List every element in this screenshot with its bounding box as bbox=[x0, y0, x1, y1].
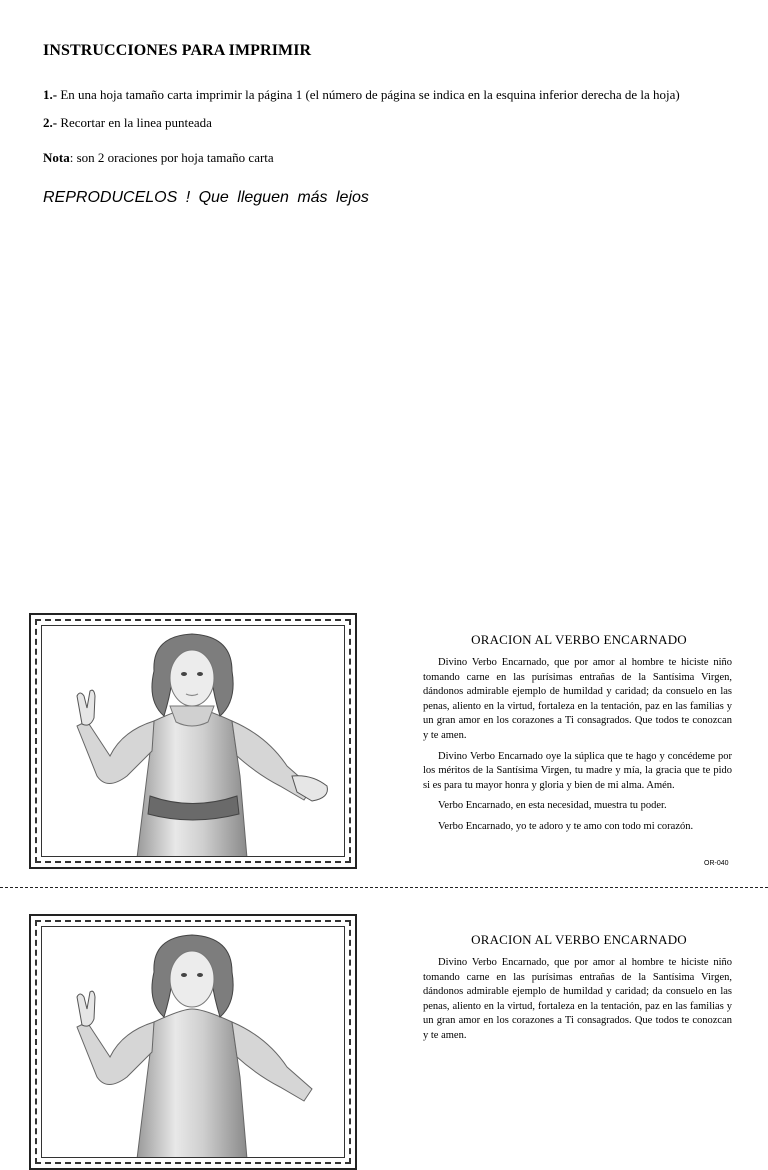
step-1 bbox=[43, 87, 680, 103]
step-2-text: Recortar en la linea punteada bbox=[57, 115, 212, 130]
prayer-card-1-image-frame bbox=[29, 613, 357, 869]
cut-dashed-line bbox=[0, 887, 768, 888]
instructions-title: INSTRUCCIONES PARA IMPRIMIR bbox=[43, 42, 312, 59]
prayer-paragraph: Divino Verbo Encarnado, que por amor al hombre te hiciste niño tomando carne en las purísimas entrañas de la Santísima Virgen, dándonos admirable ejemplo de humildad y caridad; da consuelo en las penas, aliento en la virtud, fortaleza en la tentación, paz en las familias y un gran amor en los corazones a Ti consagrados. Que todos te conozcan y te amen. bbox=[423, 957, 732, 1041]
step-2-number: 2.- bbox=[43, 115, 58, 130]
prayer-card-1-title: ORACION AL VERBO ENCARNADO bbox=[471, 632, 687, 647]
note-text: : son 2 oraciones por hoja tamaño carta bbox=[69, 150, 274, 165]
slogan: REPRODUCELOS ! Que lleguen más lejos bbox=[43, 189, 369, 206]
note-label: Nota bbox=[43, 150, 70, 165]
prayer-paragraph: Divino Verbo Encarnado oye la súplica que te hago y concédeme por los méritos de la Santísima Virgen, tu madre y mía, la gracia que te pido si es para tu mayor honra y gloria y bien de mi alma. Amén. bbox=[423, 750, 732, 791]
prayer-card-2-title: ORACION AL VERBO ENCARNADO bbox=[471, 932, 687, 947]
prayer-paragraph: Verbo Encarnado, yo te adoro y te amo con todo mi corazón. bbox=[438, 820, 694, 832]
jesus-child-illustration bbox=[41, 625, 345, 857]
step-1-number: 1.- bbox=[43, 87, 58, 102]
prayer-code: OR-040 bbox=[704, 860, 729, 867]
prayer-paragraph: Divino Verbo Encarnado, que por amor al hombre te hiciste niño tomando carne en las purísimas entrañas de la Santísima Virgen, dándonos admirable ejemplo de humildad y caridad; da consuelo en las penas, aliento en la virtud, fortaleza en la tentación, paz en las familias y un gran amor en los corazones a Ti consagrados. Que todos te conozcan y te amen. bbox=[423, 657, 732, 741]
step-1-text: En una hoja tamaño carta imprimir la página 1 (el número de página se indica en la esquina inferior derecha de la hoja) bbox=[57, 87, 680, 102]
prayer-card-1-body bbox=[423, 656, 732, 841]
jesus-child-illustration bbox=[41, 926, 345, 1158]
note bbox=[43, 150, 274, 166]
step-2 bbox=[43, 115, 212, 131]
prayer-paragraph: Verbo Encarnado, en esta necesidad, muestra tu poder. bbox=[438, 800, 667, 812]
prayer-card-2-body bbox=[423, 956, 732, 1050]
prayer-card-2-image-frame bbox=[29, 914, 357, 1170]
